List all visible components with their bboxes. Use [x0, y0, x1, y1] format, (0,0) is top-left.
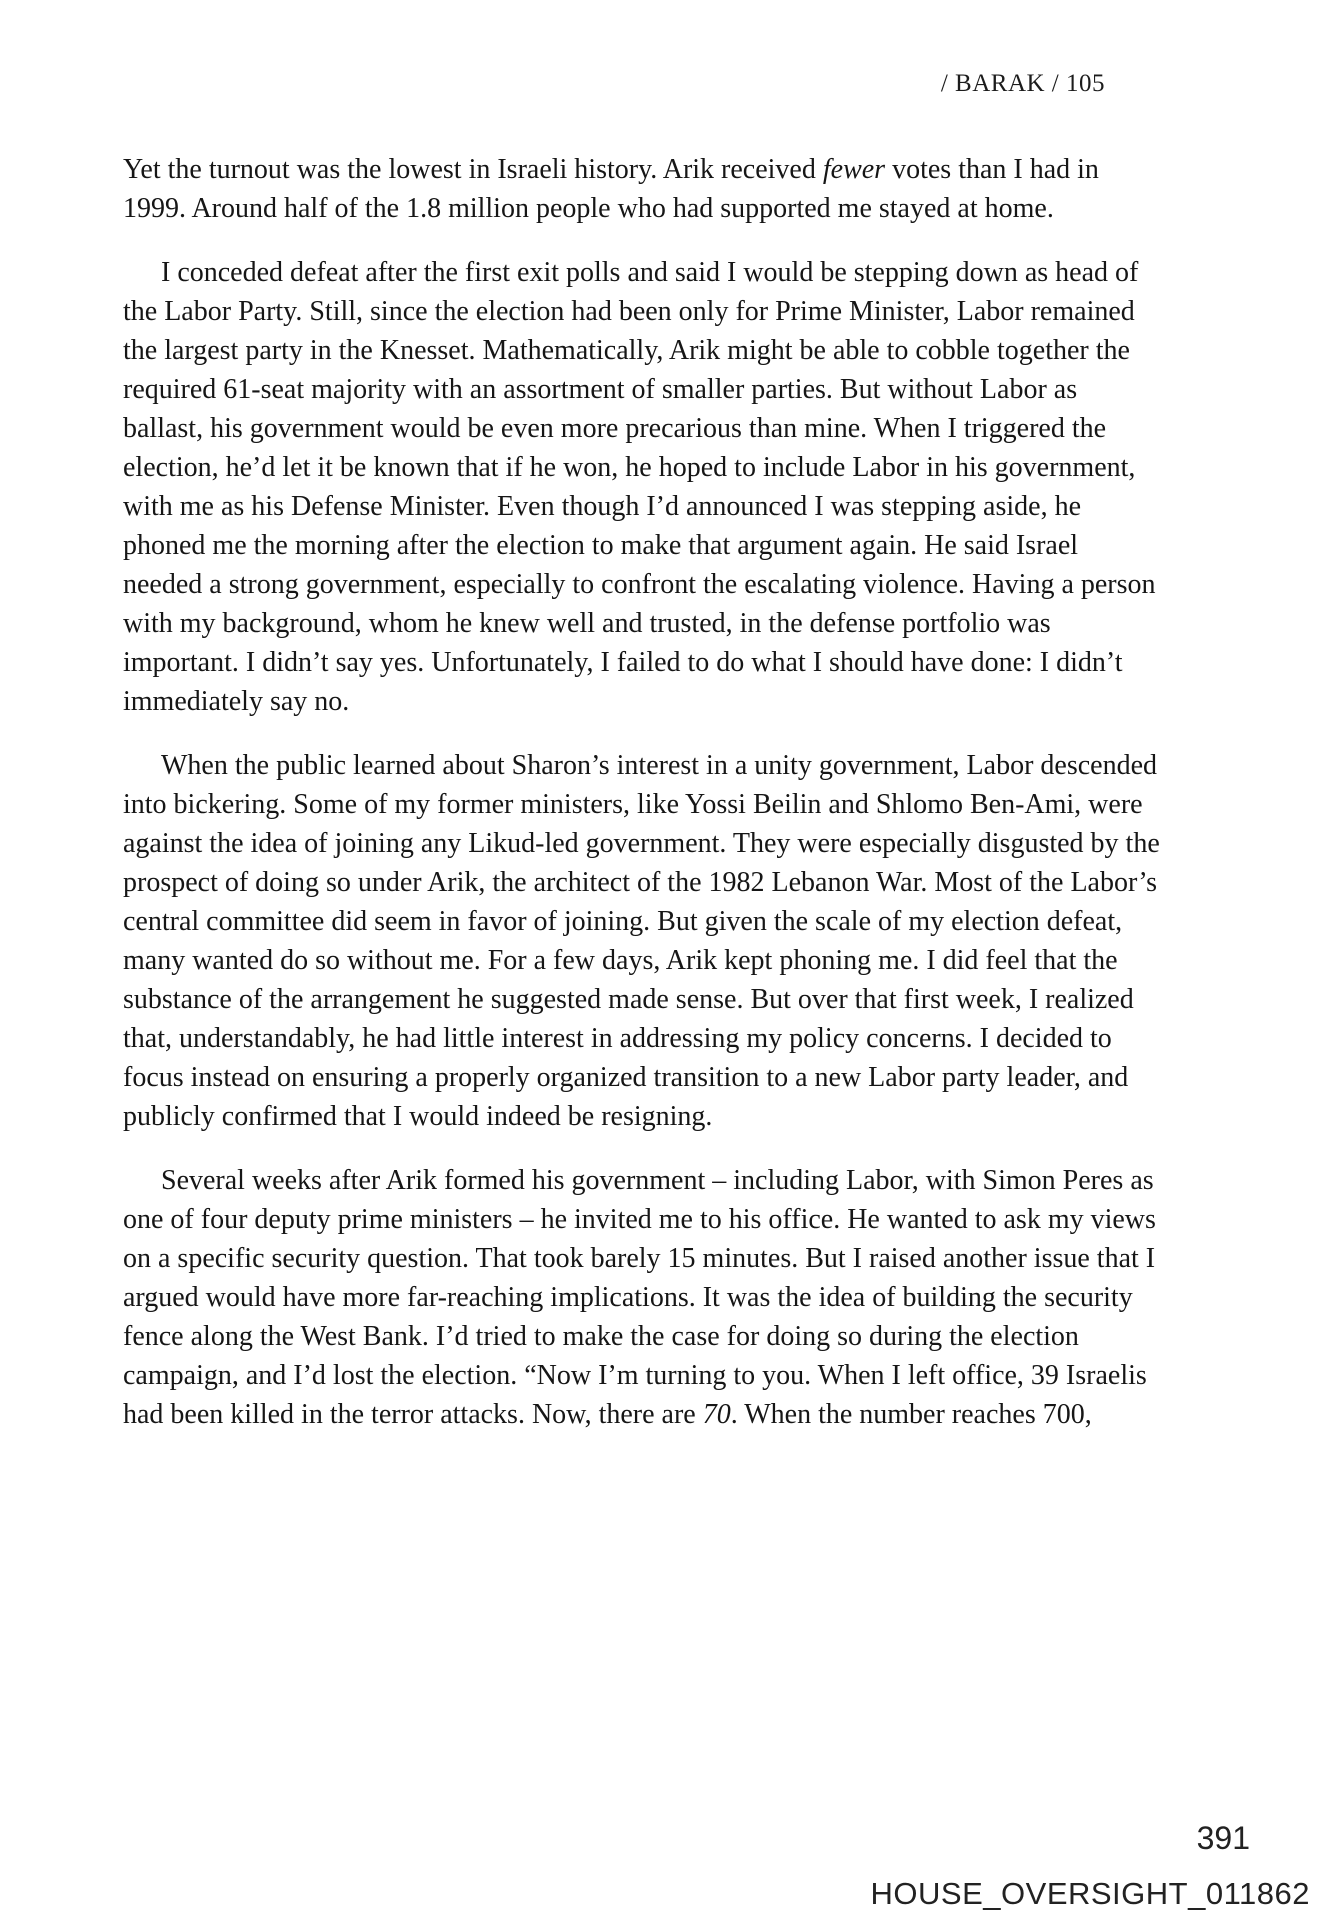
paragraph [123, 253, 1163, 721]
page-number: 391 [1196, 1820, 1250, 1856]
text-segment-italic: fewer [822, 154, 886, 185]
text-segment: votes than I had in 1999. Around half of the 1.8 million people who had supported me stayed at home. [123, 154, 1099, 224]
text-segment-italic: 70 [702, 1399, 731, 1430]
page-header: / BARAK / 105 [940, 70, 1105, 97]
text-segment: . When the number reaches 700, [730, 1399, 1092, 1430]
paragraph [123, 150, 1163, 228]
page-body [123, 150, 1163, 1459]
paragraph [123, 746, 1163, 1136]
text-segment: Several weeks after Arik formed his government – including Labor, with Simon Peres as one of four deputy prime ministers – he invited me to his office. He wanted to ask my views on a specific security question. That took barely 15 minutes. But I raised another issue that I argued would have more far-reaching implications. It was the idea of building the security fence along the West Bank. I’d tried to make the case for doing so during the election campaign, and I’d lost the election. “Now I’m turning to you. When I left office, 39 Israelis had been killed in the terror attacks. Now, there are [123, 1165, 1156, 1430]
text-segment: When the public learned about Sharon’s interest in a unity government, Labor descended into bickering. Some of my former ministers, like Yossi Beilin and Shlomo Ben-Ami, were against the idea of joining any Likud-led government. They were especially disgusted by the prospect of doing so under Arik, the architect of the 1982 Lebanon War. Most of the Labor’s central committee did seem in favor of joining. But given the scale of my election defeat, many wanted do so without me. For a few days, Arik kept phoning me. I did feel that the substance of the arrangement he suggested made sense. But over that first week, I realized that, understandably, he had little interest in addressing my policy concerns. I decided to focus instead on ensuring a properly organized transition to a new Labor party leader, and publicly confirmed that I would indeed be resigning. [123, 750, 1160, 1132]
text-segment: Yet the turnout was the lowest in Israeli history. Arik received [123, 154, 823, 185]
text-segment: I conceded defeat after the first exit polls and said I would be stepping down as head of the Labor Party. Still, since the election had been only for Prime Minister, Labor remained the largest party in the Knesset. Mathematically, Arik might be able to cobble together the required 61-seat majority with an assortment of smaller parties. But without Labor as ballast, his government would be even more precarious than mine. When I triggered the election, he’d let it be known that if he won, he hoped to include Labor in his government, with me as his Defense Minister. Even though I’d announced I was stepping aside, he phoned me the morning after the election to make that argument again. He said Israel needed a strong government, especially to confront the escalating violence. Having a person with my background, whom he knew well and trusted, in the defense portfolio was important. I didn’t say yes. Unfortunately, I failed to do what I should have done: I didn’t immediately say no. [123, 257, 1156, 717]
paragraph [123, 1161, 1163, 1434]
bates-stamp: HOUSE_OVERSIGHT_011862 [870, 1876, 1310, 1911]
